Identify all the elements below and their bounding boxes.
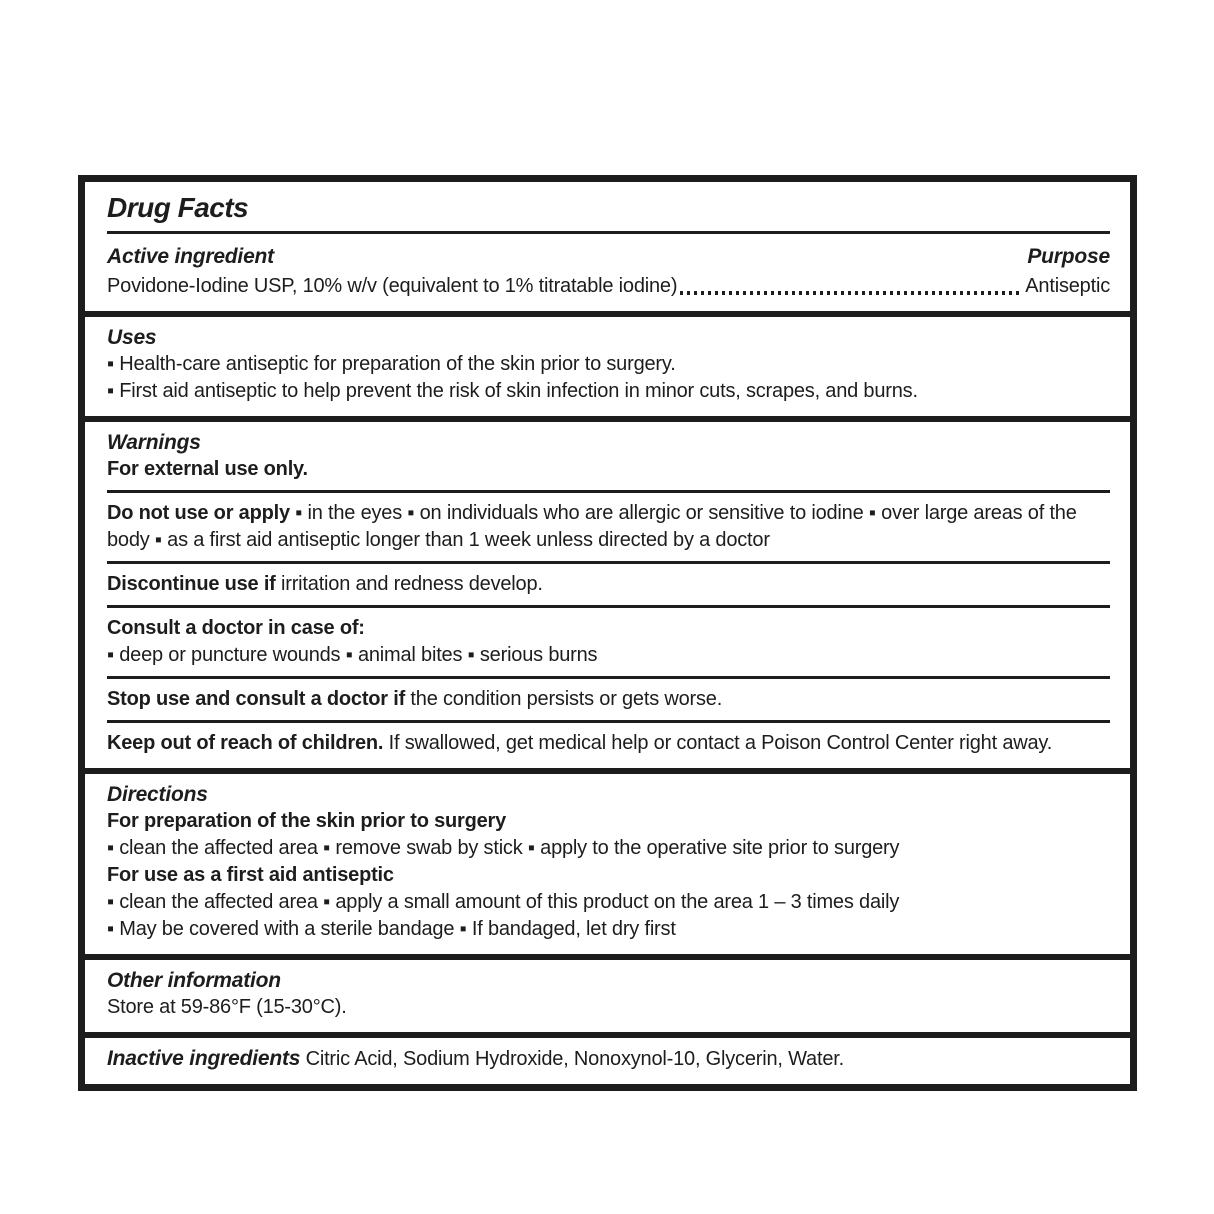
do-not-use-lead: Do not use or apply — [107, 502, 290, 524]
do-not-use-rest: ▪ in the eyes ▪ on individuals who are allergic or sensitive to iodine ▪ over large areas of the body ▪ as a first aid antiseptic longer than 1 week unless directed by a doctor — [107, 502, 1077, 551]
active-ingredient-header-row — [107, 243, 1110, 270]
consult-block — [107, 615, 1110, 669]
warnings-heading: Warnings — [107, 431, 201, 454]
uses-heading: Uses — [107, 326, 157, 349]
purpose-heading: Purpose — [1027, 245, 1110, 268]
warnings-divider — [107, 490, 1110, 493]
consult-lead: Consult a doctor in case of: — [107, 617, 365, 639]
keep-out-block — [107, 730, 1110, 757]
surgery-subheading: For preparation of the skin prior to surgery — [107, 810, 507, 832]
directions-heading: Directions — [107, 783, 208, 806]
purpose-value: Antiseptic — [1025, 275, 1110, 297]
discontinue-lead: Discontinue use if — [107, 573, 276, 595]
warnings-section — [85, 416, 1130, 768]
dot-leader — [680, 291, 1020, 295]
surgery-items: ▪ clean the affected area ▪ remove swab by stick ▪ apply to the operative site prior to surgery — [107, 837, 900, 859]
first-aid-items: ▪ May be covered with a sterile bandage ▪ If bandaged, let dry first — [107, 918, 676, 940]
first-aid-items: ▪ clean the affected area ▪ apply a small amount of this product on the area 1 – 3 times daily — [107, 891, 900, 913]
label-title: Drug Facts — [107, 192, 249, 223]
other-information-heading: Other information — [107, 969, 281, 992]
stop-use-block — [107, 686, 1110, 713]
storage-text: Store at 59-86°F (15-30°C). — [107, 996, 347, 1018]
first-aid-subheading: For use as a first aid antiseptic — [107, 864, 394, 886]
active-ingredient-section — [85, 182, 1130, 311]
external-use-text: For external use only. — [107, 458, 308, 480]
warnings-divider — [107, 676, 1110, 679]
uses-section — [85, 311, 1130, 416]
warnings-divider — [107, 720, 1110, 723]
drug-facts-label — [78, 175, 1137, 1091]
keep-out-rest: If swallowed, get medical help or contact a Poison Control Center right away. — [383, 732, 1053, 754]
discontinue-rest: irritation and redness develop. — [275, 573, 543, 595]
stop-use-lead: Stop use and consult a doctor if — [107, 688, 406, 710]
warnings-divider — [107, 561, 1110, 564]
ingredient-row — [107, 273, 1110, 300]
inactive-ingredients-heading: Inactive ingredients — [107, 1047, 301, 1070]
other-information-section — [85, 954, 1130, 1032]
directions-section — [85, 768, 1130, 954]
discontinue-block — [107, 571, 1110, 598]
active-ingredient-heading: Active ingredient — [107, 245, 274, 268]
uses-item: ▪ First aid antiseptic to help prevent the risk of skin infection in minor cuts, scrapes, and burns. — [107, 380, 918, 402]
consult-items: ▪ deep or puncture wounds ▪ animal bites ▪ serious burns — [107, 644, 598, 666]
title-divider — [107, 231, 1110, 234]
inactive-ingredients-text: Citric Acid, Sodium Hydroxide, Nonoxynol-10, Glycerin, Water. — [305, 1048, 844, 1070]
warnings-divider — [107, 605, 1110, 608]
stop-use-rest: the condition persists or gets worse. — [405, 688, 723, 710]
ingredient-text: Povidone-Iodine USP, 10% w/v (equivalent to 1% titratable iodine) — [107, 275, 678, 297]
inactive-ingredients-section — [85, 1032, 1130, 1084]
uses-item: ▪ Health-care antiseptic for preparation of the skin prior to surgery. — [107, 353, 676, 375]
keep-out-lead: Keep out of reach of children. — [107, 732, 384, 754]
do-not-use-block — [107, 500, 1110, 554]
